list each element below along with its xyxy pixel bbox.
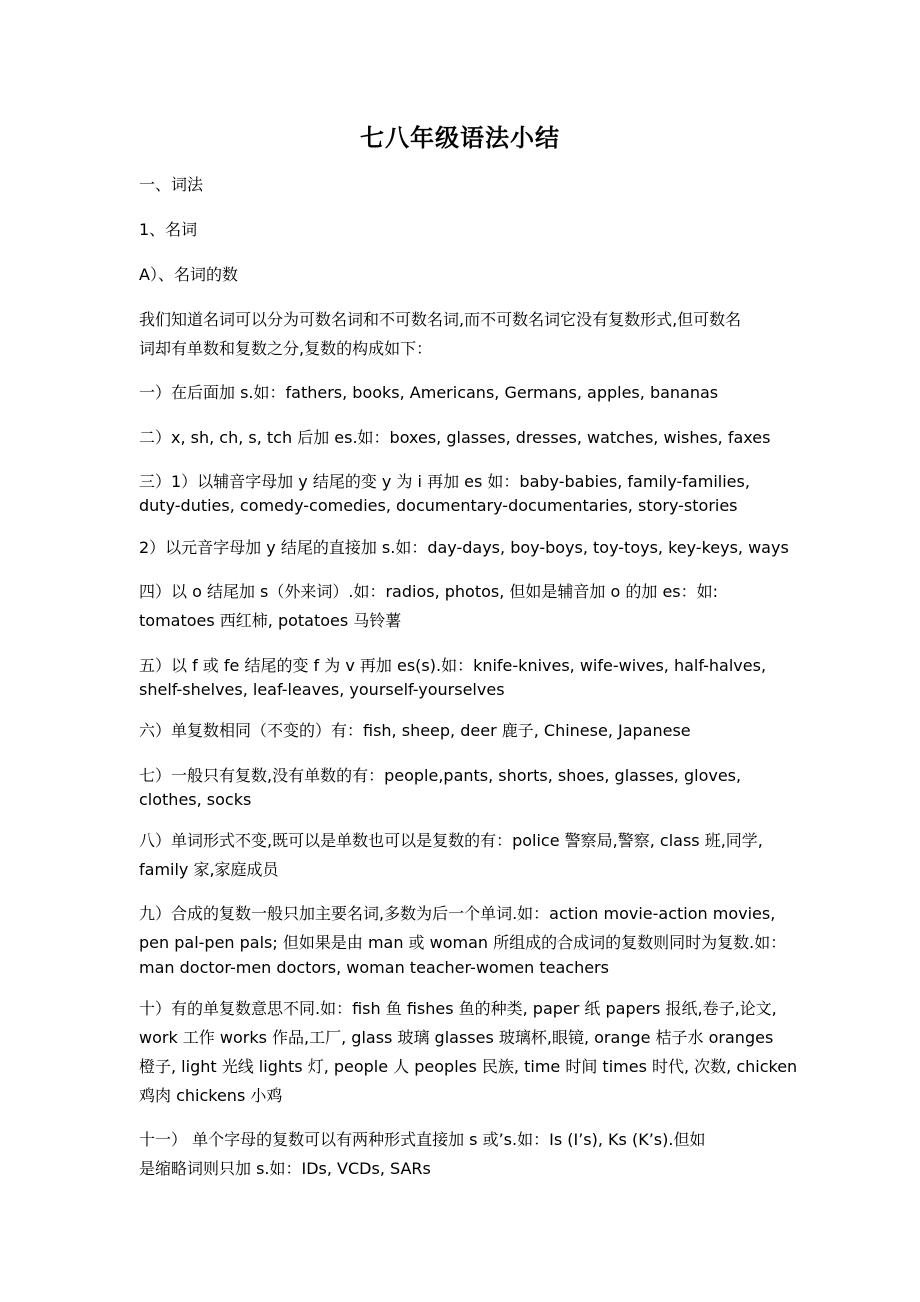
paragraph-line: 我们知道名词可以分为可数名词和不可数名词,而不可数名词它没有复数形式,但可数名: [139, 310, 742, 329]
rule-line: 四）以 o 结尾加 s（外来词）.如：radios, photos, 但如是辅音加 o 的加 es：如:: [139, 582, 719, 601]
rule-line: 十一） 单个字母的复数可以有两种形式直接加 s 或’s.如：Is (I’s), Ks (K’s).但如: [139, 1130, 706, 1149]
rule-line: 橙子, light 光线 lights 灯, people 人 peoples 民族, time 时间 times 时代, 次数, chicken: [139, 1057, 798, 1076]
rule-line: 一）在后面加 s.如：fathers, books, Americans, Germans, apples, bananas: [139, 383, 719, 402]
rule-line: work 工作 works 作品,工厂, glass 玻璃 glasses 玻璃杯,眼镜, orange 桔子水 oranges: [139, 1028, 774, 1047]
section-heading: 一、词法: [139, 175, 204, 194]
rule-line: 九）合成的复数一般只加主要名词,多数为后一个单词.如：action movie-action movies,: [139, 904, 776, 923]
rule-line: tomatoes 西红柿, potatoes 马铃薯: [139, 611, 402, 630]
rule-line: 十）有的单复数意思不同.如：fish 鱼 fishes 鱼的种类, paper 纸 papers 报纸,卷子,论文,: [139, 999, 777, 1018]
rule-line: 三）1）以辅音字母加 y 结尾的变 y 为 i 再加 es 如：baby-babies, family-families,: [139, 472, 750, 491]
rule-line: 八）单词形式不变,既可以是单数也可以是复数的有：police 警察局,警察, class 班,同学,: [139, 831, 763, 850]
rule-line: family 家,家庭成员: [139, 860, 279, 879]
rule-line: 五）以 f 或 fe 结尾的变 f 为 v 再加 es(s).如：knife-knives, wife-wives, half-halves,: [139, 656, 767, 675]
rule-line: clothes, socks: [139, 790, 252, 809]
rule-line: 2）以元音字母加 y 结尾的直接加 s.如：day-days, boy-boys, toy-toys, key-keys, ways: [139, 538, 789, 557]
subsection-heading: A）、名词的数: [139, 265, 238, 284]
rule-line: 二）x, sh, ch, s, tch 后加 es.如：boxes, glasses, dresses, watches, wishes, faxes: [139, 428, 771, 447]
rule-line: 六）单复数相同（不变的）有：fish, sheep, deer 鹿子, Chinese, Japanese: [139, 721, 691, 740]
rule-line: shelf-shelves, leaf-leaves, yourself-yourselves: [139, 680, 505, 699]
rule-line: 七）一般只有复数,没有单数的有：people,pants, shorts, shoes, glasses, gloves,: [139, 766, 742, 785]
page-title: 七八年级语法小结: [360, 124, 560, 152]
rule-line: duty-duties, comedy-comedies, documentary-documentaries, story-stories: [139, 496, 738, 515]
paragraph-line: 词却有单数和复数之分,复数的构成如下：: [139, 339, 433, 358]
rule-line: pen pal-pen pals; 但如果是由 man 或 woman 所组成的合成词的复数则同时为复数.如：: [139, 933, 787, 952]
subsection-heading: 1、名词: [139, 220, 198, 239]
rule-line: 鸡肉 chickens 小鸡: [139, 1086, 283, 1105]
rule-line: 是缩略词则只加 s.如：IDs, VCDs, SARs: [139, 1159, 431, 1178]
rule-line: man doctor-men doctors, woman teacher-women teachers: [139, 958, 609, 977]
